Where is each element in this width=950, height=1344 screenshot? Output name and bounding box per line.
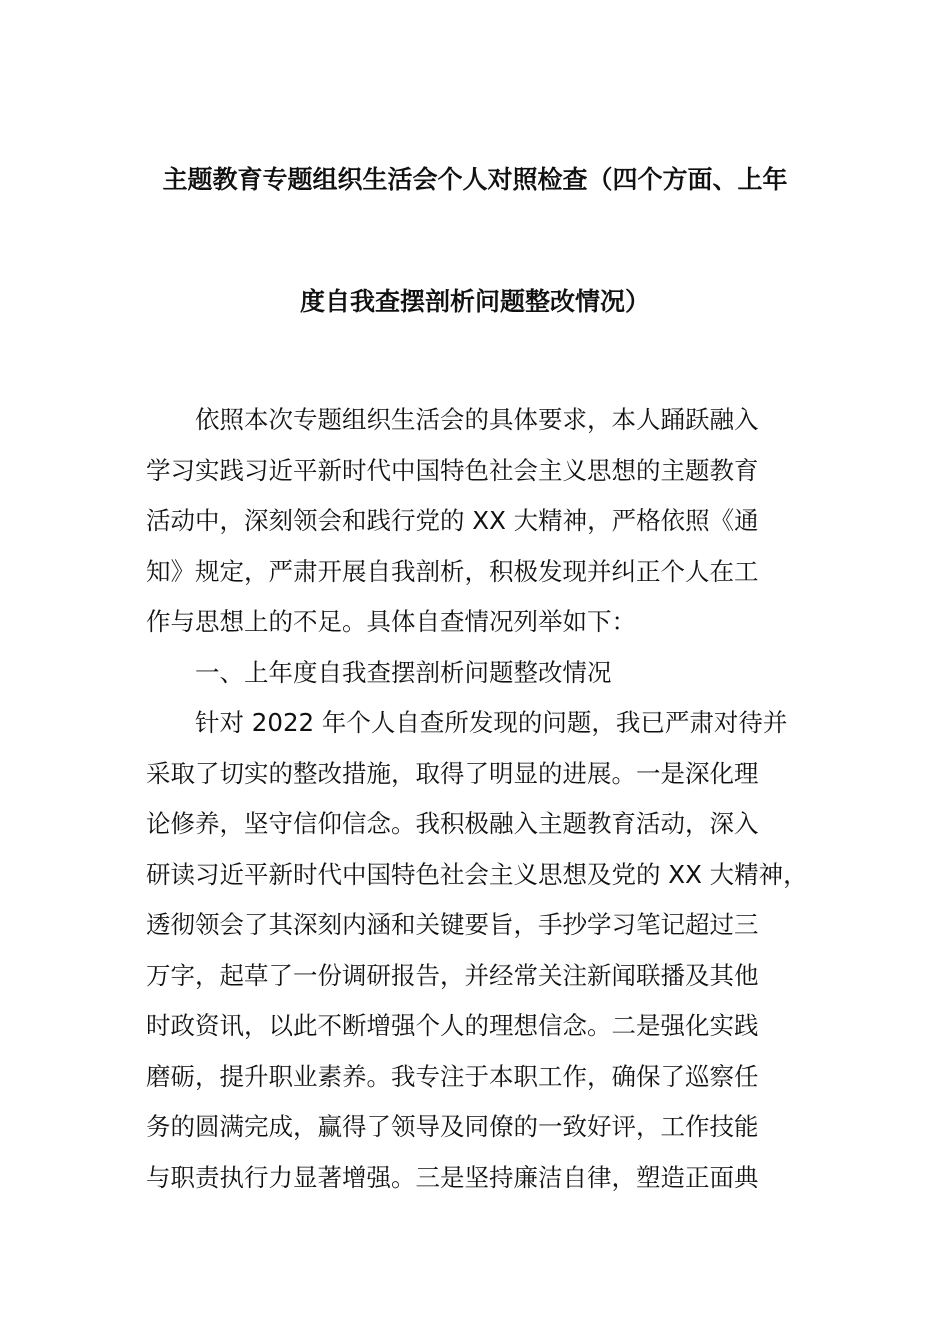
section-heading: 一、上年度自我查摆剖析问题整改情况 bbox=[195, 657, 612, 687]
paragraph-line: 采取了切实的整改措施，取得了明显的进展。一是深化理 bbox=[146, 758, 759, 788]
paragraph-line: 研读习近平新时代中国特色社会主义思想及党的 XX 大精神， bbox=[146, 859, 808, 889]
document-body bbox=[146, 402, 836, 1210]
document-title-line-1: 主题教育专题组织生活会个人对照检查（四个方面、上年 bbox=[162, 165, 788, 194]
paragraph-line: 依照本次专题组织生活会的具体要求，本人踊跃融入 bbox=[195, 405, 759, 434]
paragraph-line: 透彻领会了其深刻内涵和关键要旨，手抄学习笔记超过三 bbox=[146, 910, 759, 939]
paragraph-line: 活动中，深刻领会和践行党的 XX 大精神，严格依照《通 bbox=[146, 506, 759, 535]
paragraph-line: 论修养，坚守信仰信念。我积极融入主题教育活动，深入 bbox=[146, 809, 759, 838]
paragraph-line: 与职责执行力显著增强。三是坚持廉洁自律，塑造正面典 bbox=[146, 1162, 759, 1192]
document-title-line-2: 度自我查摆剖析问题整改情况） bbox=[299, 287, 650, 316]
paragraph-line: 作与思想上的不足。具体自查情况列举如下： bbox=[146, 607, 636, 636]
paragraph-line: 针对 2022 年个人自查所发现的问题，我已严肃对待并 bbox=[195, 708, 788, 737]
paragraph-line: 知》规定，严肃开展自我剖析，积极发现并纠正个人在工 bbox=[146, 556, 759, 586]
paragraph-line: 学习实践习近平新时代中国特色社会主义思想的主题教育 bbox=[146, 455, 759, 485]
paragraph-line: 磨砺，提升职业素养。我专注于本职工作，确保了巡察任 bbox=[146, 1061, 759, 1091]
paragraph-line: 务的圆满完成，赢得了领导及同僚的一致好评，工作技能 bbox=[146, 1112, 759, 1141]
paragraph-line: 时政资讯，以此不断增强个人的理想信念。二是强化实践 bbox=[146, 1011, 759, 1040]
paragraph-line: 万字，起草了一份调研报告，并经常关注新闻联播及其他 bbox=[146, 960, 759, 990]
